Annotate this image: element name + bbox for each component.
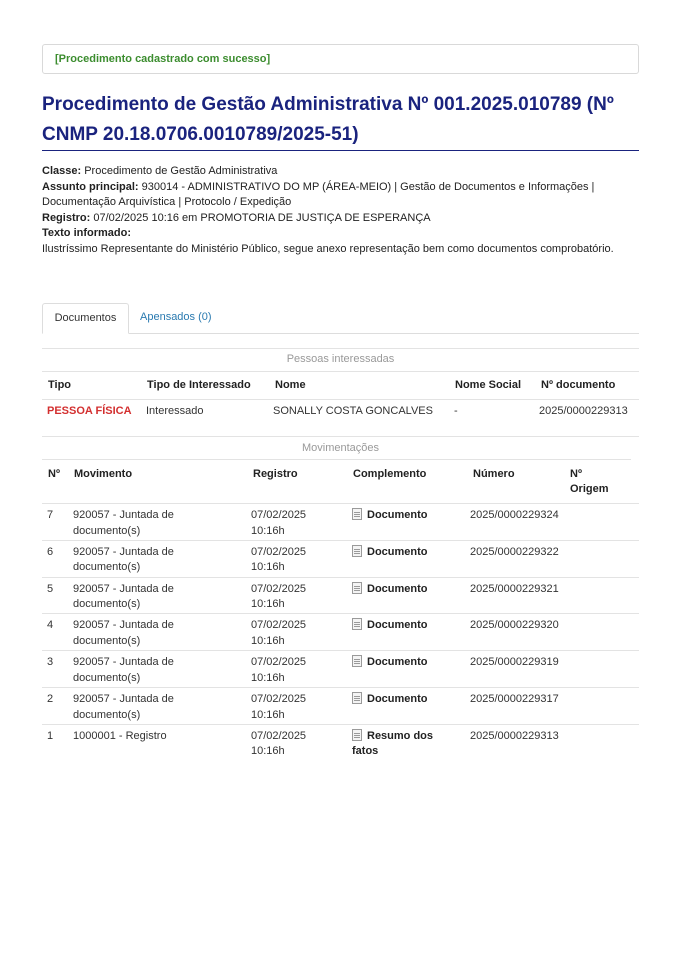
mov-row-complemento-1[interactable]: Documento	[367, 545, 428, 558]
mov-row-registro	[251, 655, 306, 686]
texto-label: Texto informado:	[42, 227, 132, 239]
page-title: Procedimento de Gestão Administrativa Nº 001.2025.010789 (Nº CNMP 20.18.0706.0010789/2025-51)	[42, 94, 614, 145]
mov-row-registro-2: 10:16h	[251, 598, 285, 611]
texto-line	[42, 226, 642, 242]
mov-row-movimento-2: documento(s)	[73, 524, 141, 537]
pessoas-header-documento: Nº documento	[541, 379, 616, 391]
mov-row-registro-1: 07/02/2025	[251, 693, 307, 705]
mov-row-registro-1: 07/02/2025	[251, 545, 307, 558]
mov-row-complemento	[352, 582, 428, 598]
mov-row-numero: 2025/0000229320	[470, 619, 559, 632]
mov-row-registro-2: 10:16h	[251, 671, 285, 684]
mov-row-complemento	[352, 729, 433, 760]
assunto-line	[42, 180, 642, 211]
pessoa-tipo-interessado: Interessado	[146, 405, 204, 417]
document-icon	[352, 729, 362, 741]
mov-row-registro-1: 07/02/2025	[251, 729, 307, 742]
mov-row-rule	[42, 503, 639, 504]
texto-value: Ilustríssimo Representante do Ministério Público, segue anexo representação bem como documentos comprobatório.	[42, 242, 614, 255]
mov-row-movimento	[73, 545, 174, 576]
mov-header-movimento: Movimento	[74, 468, 133, 480]
mov-row-movimento-1: 920057 - Juntada de	[73, 509, 174, 521]
mov-row-movimento	[73, 618, 174, 649]
pessoas-caption: Pessoas interessadas	[286, 353, 395, 365]
mov-row-movimento-2: documento(s)	[73, 561, 141, 574]
mov-row-movimento	[73, 692, 174, 723]
mov-row-registro-2: 10:16h	[251, 745, 285, 758]
mov-row-movimento	[73, 655, 174, 686]
mov-row-numero: 2025/0000229321	[470, 582, 559, 595]
mov-row-numero: 2025/0000229324	[470, 509, 559, 521]
mov-row-numero: 2025/0000229322	[470, 545, 559, 558]
tabs-bar	[42, 303, 639, 334]
mov-row-registro-1: 07/02/2025	[251, 509, 307, 521]
mov-row-movimento-2: documento(s)	[73, 598, 141, 611]
document-icon	[352, 545, 362, 557]
classe-line	[42, 164, 642, 180]
mov-row-registro	[251, 618, 306, 649]
pessoas-header-nome-social: Nome Social	[455, 379, 522, 391]
assunto-label: Assunto principal:	[42, 180, 139, 193]
mov-row-complemento	[352, 655, 428, 671]
classe-value: Procedimento de Gestão Administrativa	[84, 165, 278, 177]
tab-documentos[interactable]: Documentos	[42, 303, 129, 334]
document-icon	[352, 655, 362, 667]
mov-row-registro-2: 10:16h	[251, 708, 285, 721]
pessoas-header-rule	[42, 399, 639, 400]
mov-row-registro	[251, 508, 306, 539]
mov-row-complemento-1[interactable]: Documento	[367, 582, 428, 595]
mov-row-registro	[251, 582, 306, 613]
mov-row-complemento	[352, 545, 428, 561]
classe-label: Classe:	[42, 165, 82, 177]
mov-row-rule	[42, 650, 639, 651]
mov-row-complemento-1[interactable]: Documento	[367, 656, 428, 669]
mov-row-registro	[251, 729, 306, 760]
mov-row-numero: 2025/0000229319	[470, 656, 559, 669]
mov-row-movimento-2: documento(s)	[73, 634, 141, 647]
mov-row-registro-2: 10:16h	[251, 561, 285, 574]
mov-row-movimento	[73, 729, 167, 745]
mov-row-rule	[42, 687, 639, 688]
mov-row-rule	[42, 540, 639, 541]
mov-row-movimento-1: 920057 - Juntada de	[73, 656, 174, 669]
mov-row-registro-1: 07/02/2025	[251, 619, 307, 632]
mov-row-complemento-2[interactable]: fatos	[352, 745, 379, 758]
success-alert: [Procedimento cadastrado com sucesso]	[42, 44, 639, 74]
mov-row-n: 1	[47, 729, 54, 742]
pessoas-header-nome: Nome	[275, 379, 306, 391]
title-divider	[42, 150, 639, 151]
pessoas-top-rule	[42, 348, 639, 349]
mov-header-complemento: Complemento	[353, 468, 427, 480]
mov-caption: Movimentações	[301, 442, 380, 454]
mov-row-complemento-1[interactable]: Resumo dos	[367, 729, 434, 742]
mov-row-movimento	[73, 582, 174, 613]
mov-row-movimento-1: 920057 - Juntada de	[73, 545, 174, 558]
mov-row-numero: 2025/0000229317	[470, 693, 559, 705]
procedure-info	[42, 164, 642, 257]
mov-row-numero: 2025/0000229313	[470, 729, 559, 742]
assunto-value: 930014 - ADMINISTRATIVO DO MP (ÁREA-MEIO) | Gestão de Documentos e Informações | Documentação Arquivística | Protocolo / Expedição	[42, 180, 595, 208]
pessoas-caption-rule	[42, 371, 639, 372]
mov-row-movimento-1: 920057 - Juntada de	[73, 582, 174, 595]
registro-line	[42, 211, 642, 227]
mov-row-rule	[42, 577, 639, 578]
mov-header-origem	[570, 467, 609, 497]
mov-row-movimento-1: 920057 - Juntada de	[73, 693, 174, 705]
document-icon	[352, 582, 362, 594]
pessoa-nome: SONALLY COSTA GONCALVES	[273, 405, 433, 417]
mov-row-movimento-2: documento(s)	[73, 708, 141, 721]
mov-row-complemento	[352, 692, 428, 708]
mov-row-registro-1: 07/02/2025	[251, 656, 307, 669]
mov-top-rule	[42, 436, 639, 437]
mov-row-n: 2	[47, 693, 54, 705]
registro-label: Registro:	[42, 211, 91, 224]
mov-row-rule	[42, 724, 639, 725]
registro-value: 07/02/2025 10:16 em PROMOTORIA DE JUSTIÇA DE ESPERANÇA	[93, 211, 431, 224]
mov-row-movimento-1: 1000001 - Registro	[73, 729, 167, 742]
pessoa-documento: 2025/0000229313	[539, 405, 628, 417]
mov-row-complemento	[352, 618, 428, 634]
mov-row-n: 4	[47, 619, 54, 632]
mov-row-rule	[42, 613, 639, 614]
mov-row-n: 7	[47, 509, 54, 521]
mov-row-complemento	[352, 508, 428, 524]
mov-row-complemento-1[interactable]: Documento	[367, 509, 428, 521]
tab-apensados[interactable]: Apensados (0)	[140, 311, 212, 323]
mov-row-movimento	[73, 508, 174, 539]
mov-row-movimento-1: 920057 - Juntada de	[73, 619, 174, 632]
mov-row-movimento-2: documento(s)	[73, 671, 141, 684]
document-icon	[352, 692, 362, 704]
document-icon	[352, 508, 362, 520]
mov-row-registro	[251, 692, 306, 723]
mov-row-registro-1: 07/02/2025	[251, 582, 307, 595]
mov-row-registro	[251, 545, 306, 576]
mov-header-origem-2: Origem	[570, 483, 609, 495]
pessoa-tipo: PESSOA FÍSICA	[47, 405, 132, 417]
mov-row-n: 5	[47, 582, 54, 595]
mov-header-numero: Número	[473, 468, 515, 480]
mov-row-registro-2: 10:16h	[251, 634, 285, 647]
pessoas-header-tipo-interessado: Tipo de Interessado	[147, 379, 251, 391]
mov-row-n: 6	[47, 545, 54, 558]
mov-caption-rule	[42, 459, 631, 460]
mov-header-origem-1: Nº	[570, 468, 582, 480]
pessoas-header-tipo: Tipo	[48, 379, 72, 391]
mov-row-registro-2: 10:16h	[251, 524, 285, 537]
mov-header-registro: Registro	[253, 468, 298, 480]
mov-header-n: Nº	[48, 468, 60, 480]
mov-row-complemento-1[interactable]: Documento	[367, 693, 428, 705]
pessoa-nome-social: -	[454, 405, 458, 417]
mov-row-complemento-1[interactable]: Documento	[367, 619, 428, 632]
mov-row-n: 3	[47, 656, 54, 669]
document-icon	[352, 618, 362, 630]
